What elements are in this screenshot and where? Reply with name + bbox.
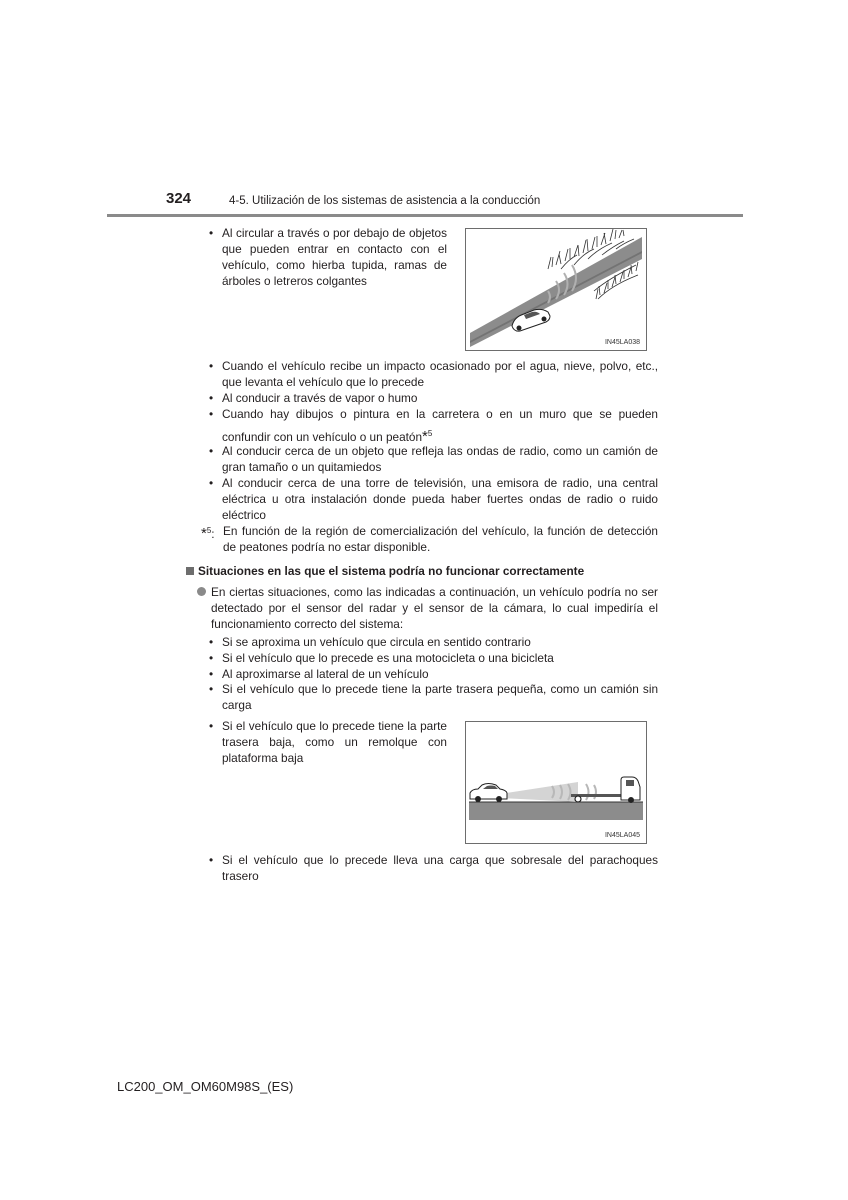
list-item-text: Si el vehículo que lo precede es una motocicleta o una bicicleta	[222, 651, 554, 665]
list-item-text: Al aproximarse al lateral de un vehículo	[222, 667, 429, 681]
document-code: LC200_OM_OM60M98S_(ES)	[117, 1079, 294, 1094]
square-bullet-icon	[186, 567, 194, 575]
bullet-marker: •	[209, 226, 214, 240]
list-item-text: Al conducir a través de vapor o humo	[222, 391, 418, 405]
circle-item-text: En ciertas situaciones, como las indicadas a continuación, un vehículo podría no ser detectado por el sensor del radar y el sensor de la cámara, lo cual impediría el funcionamiento correcto del sistema:	[211, 585, 658, 631]
car-icon	[470, 784, 507, 803]
footnote-reference: *$^5$	[422, 427, 433, 445]
footnote-text: En función de la región de comercialización del vehículo, la función de detección de peatones podría no estar disponible.	[223, 524, 658, 554]
figure-low-trailer	[465, 721, 647, 844]
bullet-marker: •	[209, 651, 214, 665]
figure-code: IN45LA045	[604, 832, 640, 839]
list-item	[209, 681, 658, 713]
list-item	[209, 406, 658, 447]
list-item-text: Si el vehículo que lo precede lleva una carga que sobresale del parachoques trasero	[222, 853, 658, 883]
list-item-text: Al conducir cerca de una torre de televisión, una emisora de radio, una central eléctrica u otra instalación donde pueda haber fuertes ondas de radio o ruido eléctrico	[222, 476, 658, 522]
list-item	[209, 666, 658, 682]
bullet-marker: •	[209, 667, 214, 681]
list-item-text: Cuando el vehículo recibe un impacto ocasionado por el agua, nieve, polvo, etc., que levanta el vehículo que lo precede	[222, 359, 658, 389]
trailer-icon	[571, 794, 621, 802]
circle-bullet-icon	[197, 587, 206, 596]
truck-icon	[621, 777, 640, 803]
low-trailer-illustration	[466, 722, 646, 843]
road-vegetation-illustration	[466, 229, 646, 350]
list-item-text: Al conducir cerca de un objeto que refleja las ondas de radio, como un camión de gran tamaño o un quitamiedos	[222, 444, 658, 474]
figure-code: IN45LA038	[604, 339, 640, 346]
page-number: 324	[166, 190, 192, 207]
bullet-marker: •	[209, 853, 214, 867]
bullet-marker: •	[209, 682, 214, 696]
list-item-text: Cuando hay dibujos o pintura en la carretera o en un muro que se pueden confundir con un vehículo o un peatón	[222, 407, 658, 444]
list-item	[209, 475, 658, 523]
list-item	[209, 443, 658, 475]
bullet-marker: •	[209, 444, 214, 458]
footnote	[201, 523, 658, 555]
bullet-marker: •	[209, 359, 214, 373]
bullet-marker: •	[209, 635, 214, 649]
list-item-text: Si se aproxima un vehículo que circula en sentido contrario	[222, 635, 531, 649]
list-item	[209, 852, 658, 884]
section-title: 4-5. Utilización de los sistemas de asistencia a la conducción	[229, 195, 541, 207]
bullet-marker: •	[209, 391, 214, 405]
footnote-marker: *$^5$:	[201, 524, 215, 542]
bullet-marker: •	[209, 719, 214, 733]
list-item-text: Si el vehículo que lo precede tiene la parte trasera baja, como un remolque con plataforma baja	[222, 719, 447, 765]
list-item	[209, 650, 658, 666]
list-item	[209, 634, 658, 650]
subsection-heading: Situaciones en las que el sistema podría no funcionar correctamente	[186, 564, 584, 578]
circle-list-item	[197, 584, 658, 632]
list-item	[209, 225, 447, 289]
list-item-text: Si el vehículo que lo precede tiene la parte trasera pequeña, como un camión sin carga	[222, 682, 658, 712]
list-item	[209, 358, 658, 390]
bullet-marker: •	[209, 407, 214, 421]
list-item	[209, 718, 447, 766]
header-rule	[107, 214, 743, 217]
figure-road-vegetation	[465, 228, 647, 351]
bullet-marker: •	[209, 476, 214, 490]
list-item-text: Al circular a través o por debajo de objetos que pueden entrar en contacto con el vehículo, como hierba tupida, ramas de árboles o letreros colgantes	[222, 226, 447, 288]
